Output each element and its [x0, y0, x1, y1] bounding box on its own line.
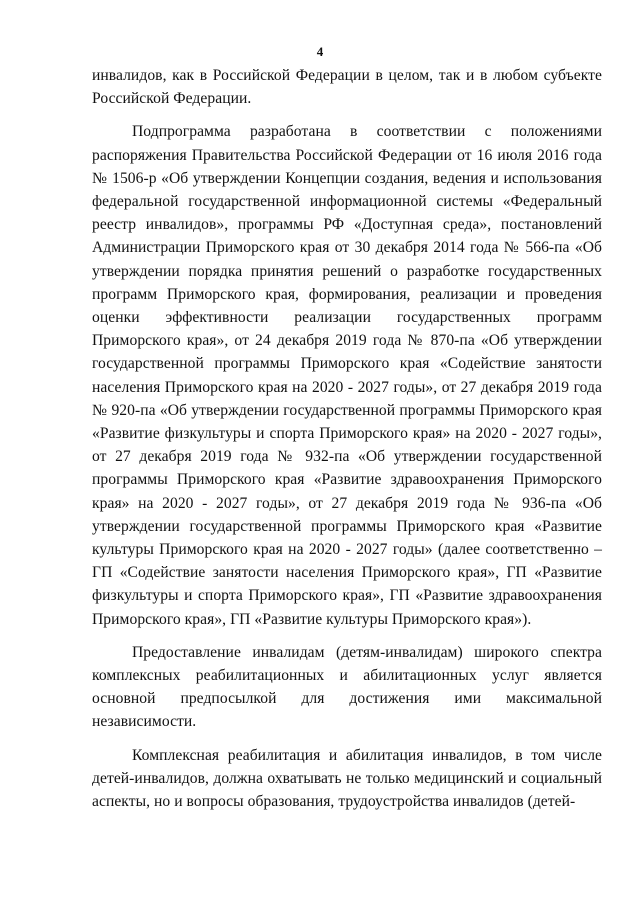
paragraph-program-basis: Подпрограмма разработана в соответствии с положениями распоряжения Правительства Российской Федерации от 16 июля 2016 года № 1506-р «Об утверждении Концепции создания, ведения и использования федеральной государственной информационной системы «Федеральный реестр инвалидов», программы РФ «Доступная среда», постановлений Администрации Приморского края от 30 декабря 2014 года № 566-па «Об утверждении порядка принятия решений о разработке государственных программ Приморского края, формирования, реализации и проведения оценки эффективности реализации государственных программ Приморского края», от 24 декабря 2019 года № 870-па «Об утверждении государственной программы Приморского края «Содействие занятости населения Приморского края на 2020 - 2027 годы», от 27 декабря 2019 года № 920-па «Об утверждении государственной программы Приморского края «Развитие физкультуры и спорта Приморского края» на 2020 - 2027 годы», от 27 декабря 2019 года № 932-па «Об утверждении государственной программы Приморского края «Развитие здравоохранения Приморского края» на 2020 - 2027 годы», от 27 декабря 2019 года № 936-па «Об утверждении государственной программы Приморского края «Развитие культуры Приморского края на 2020 - 2027 годы» (далее соответственно – ГП «Содействие занятости населения Приморского края», ГП «Развитие физкультуры и спорта Приморского края», ГП «Развитие здравоохранения Приморского края», ГП «Развитие культуры Приморского края»).	[92, 123, 602, 628]
paragraph-complex-rehabilitation: Комплексная реабилитация и абилитация инвалидов, в том числе детей-инвалидов, должна охватывать не только медицинский и социальный аспекты, но и вопросы образования, трудоустройства инвалидов (детей-	[92, 746, 602, 811]
page-number: 4	[316, 44, 324, 59]
paragraph-continuation: инвалидов, как в Российской Федерации в целом, так и в любом субъекте Российской Федерации.	[92, 67, 602, 108]
paragraph-rehabilitation-services: Предоставление инвалидам (детям-инвалидам) широкого спектра комплексных реабилитационных и абилитационных услуг является основной предпосылкой для достижения ими максимальной независимости.	[92, 643, 602, 731]
document-body	[92, 64, 602, 823]
